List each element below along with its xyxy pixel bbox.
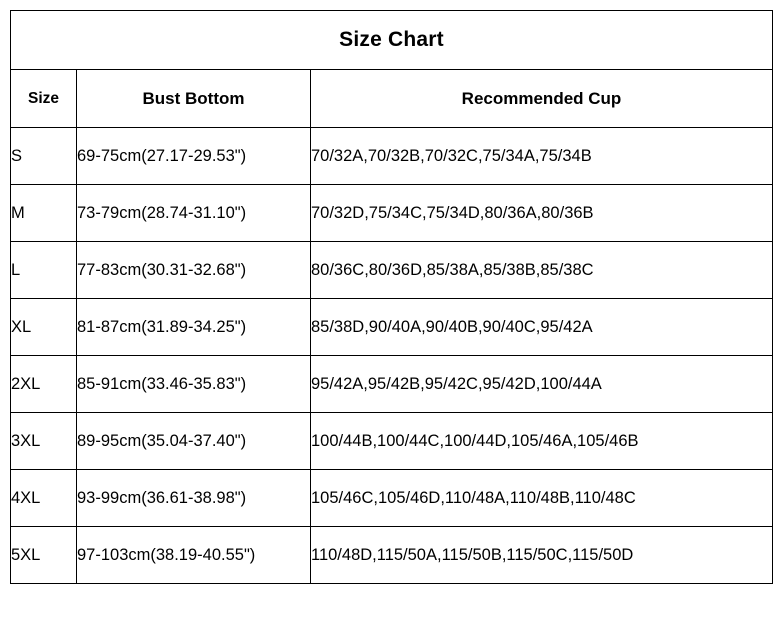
cell-bust-bottom: 85-91cm(33.46-35.83") bbox=[77, 356, 311, 413]
size-chart-table bbox=[10, 10, 773, 584]
table-row bbox=[11, 299, 773, 356]
cell-size: S bbox=[11, 128, 77, 185]
table-row bbox=[11, 413, 773, 470]
column-header-recommended-cup: Recommended Cup bbox=[311, 70, 773, 128]
page-title: Size Chart bbox=[11, 11, 773, 70]
cell-size: 4XL bbox=[11, 470, 77, 527]
cell-bust-bottom: 97-103cm(38.19-40.55") bbox=[77, 527, 311, 584]
cell-recommended-cup: 110/48D,115/50A,115/50B,115/50C,115/50D bbox=[311, 527, 773, 584]
cell-recommended-cup: 70/32D,75/34C,75/34D,80/36A,80/36B bbox=[311, 185, 773, 242]
column-header-bust-bottom: Bust Bottom bbox=[77, 70, 311, 128]
table-row bbox=[11, 185, 773, 242]
table-row bbox=[11, 527, 773, 584]
cell-recommended-cup: 80/36C,80/36D,85/38A,85/38B,85/38C bbox=[311, 242, 773, 299]
title-row bbox=[11, 11, 773, 70]
table-row bbox=[11, 242, 773, 299]
cell-size: 5XL bbox=[11, 527, 77, 584]
cell-size: 2XL bbox=[11, 356, 77, 413]
cell-bust-bottom: 81-87cm(31.89-34.25") bbox=[77, 299, 311, 356]
cell-recommended-cup: 70/32A,70/32B,70/32C,75/34A,75/34B bbox=[311, 128, 773, 185]
cell-bust-bottom: 69-75cm(27.17-29.53") bbox=[77, 128, 311, 185]
cell-bust-bottom: 89-95cm(35.04-37.40") bbox=[77, 413, 311, 470]
header-row bbox=[11, 70, 773, 128]
cell-recommended-cup: 105/46C,105/46D,110/48A,110/48B,110/48C bbox=[311, 470, 773, 527]
cell-size: L bbox=[11, 242, 77, 299]
cell-recommended-cup: 85/38D,90/40A,90/40B,90/40C,95/42A bbox=[311, 299, 773, 356]
cell-bust-bottom: 73-79cm(28.74-31.10") bbox=[77, 185, 311, 242]
cell-recommended-cup: 95/42A,95/42B,95/42C,95/42D,100/44A bbox=[311, 356, 773, 413]
cell-recommended-cup: 100/44B,100/44C,100/44D,105/46A,105/46B bbox=[311, 413, 773, 470]
column-header-size: Size bbox=[11, 70, 77, 128]
table-row bbox=[11, 470, 773, 527]
table-row bbox=[11, 356, 773, 413]
cell-size: M bbox=[11, 185, 77, 242]
cell-bust-bottom: 93-99cm(36.61-38.98") bbox=[77, 470, 311, 527]
size-chart-body bbox=[11, 128, 773, 584]
cell-size: 3XL bbox=[11, 413, 77, 470]
cell-size: XL bbox=[11, 299, 77, 356]
cell-bust-bottom: 77-83cm(30.31-32.68") bbox=[77, 242, 311, 299]
table-row bbox=[11, 128, 773, 185]
